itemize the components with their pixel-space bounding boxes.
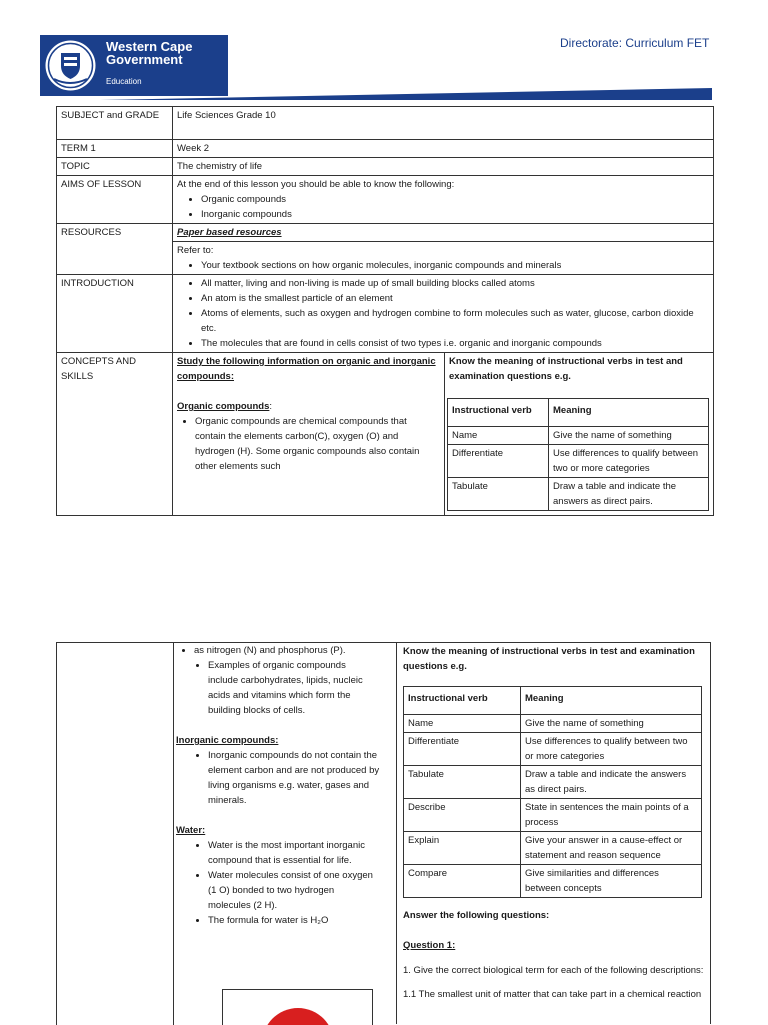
term-label: TERM 1 — [57, 140, 173, 158]
verbs-table — [403, 686, 702, 898]
table-row — [57, 107, 714, 140]
meaning-cell: State in sentences the main points of a process — [521, 799, 702, 832]
meaning-cell: Give your answer in a cause-effect or statement and reason sequence — [521, 832, 702, 865]
list-item: • Organic compounds — [201, 192, 709, 207]
table-row — [57, 224, 714, 242]
spacer — [176, 808, 392, 823]
table-row — [57, 275, 714, 353]
list-item: • Inorganic compounds — [201, 207, 709, 222]
topic-label: TOPIC — [57, 158, 173, 176]
verbs-heading: Know the meaning of instructional verbs in test and examination questions e.g. — [403, 646, 695, 672]
meaning-cell: Give the name of something — [549, 427, 709, 445]
meaning-cell: Give the name of something — [521, 715, 702, 733]
question-heading: Question 1: — [403, 940, 456, 951]
examples-list — [176, 658, 392, 718]
verb-header: Instructional verb — [404, 687, 521, 715]
lesson-table — [56, 106, 714, 516]
table-row — [57, 176, 714, 224]
table-row — [57, 353, 714, 516]
table-row — [404, 865, 702, 898]
refer-list — [177, 258, 709, 273]
meaning-cell: Use differences to qualify between two or more categories — [521, 733, 702, 766]
water-molecule-figure — [222, 989, 373, 1025]
aims-intro: At the end of this lesson you should be able to know the following: — [177, 179, 455, 190]
intro-label: INTRODUCTION — [57, 275, 173, 353]
list-item: • Your textbook sections on how organic molecules, inorganic compounds and minerals — [201, 258, 709, 273]
table-row — [448, 445, 709, 478]
coat-of-arms-icon — [44, 39, 97, 92]
list-item: • Organic compounds are chemical compounds that contain the elements carbon(C), oxygen (O) and hydrogen (H). Some organic compounds also contain other elements such — [195, 414, 440, 474]
water-list — [176, 838, 392, 928]
resources-heading: Paper based resources — [173, 224, 714, 242]
organic-list — [177, 414, 440, 474]
aims-cell — [173, 176, 714, 224]
list-item: • Inorganic compounds do not contain the element carbon and are not produced by living organisms e.g. water, gases and minerals. — [208, 748, 392, 808]
page2-left-column — [172, 642, 397, 1024]
verb-cell: Describe — [404, 799, 521, 832]
inorganic-list — [176, 748, 392, 808]
table-row — [57, 158, 714, 176]
table-row — [404, 766, 702, 799]
directorate-title: Directorate: Curriculum FET — [560, 36, 710, 50]
verb-cell: Compare — [404, 865, 521, 898]
list-item: • Water molecules consist of one oxygen (1 O) bonded to two hydrogen molecules (2 H). — [208, 868, 374, 913]
meaning-cell: Give similarities and differences between concepts — [521, 865, 702, 898]
organic-heading: Organic compounds — [177, 401, 270, 412]
list-item: • Examples of organic compounds include carbohydrates, lipids, nucleic acids and vitamins which form the building blocks of cells. — [208, 658, 374, 718]
resources-label: RESOURCES — [57, 224, 173, 275]
list-item: • as nitrogen (N) and phosphorus (P). — [194, 643, 392, 658]
table-row — [57, 140, 714, 158]
subject-label: SUBJECT and GRADE — [57, 107, 173, 140]
org-subtitle: Education — [106, 77, 142, 86]
meaning-header: Meaning — [549, 399, 709, 427]
refer-cell — [173, 242, 714, 275]
verb-cell: Tabulate — [404, 766, 521, 799]
question-1-1: 1.1 The smallest unit of matter that can take part in a chemical reaction — [403, 989, 702, 1000]
water-heading: Water: — [176, 825, 206, 836]
table-row — [404, 715, 702, 733]
list-item: • The formula for water is H₂O — [208, 913, 374, 928]
aims-label: AIMS OF LESSON — [57, 176, 173, 224]
verb-cell: Name — [448, 427, 549, 445]
list-item: • An atom is the smallest particle of an element — [201, 291, 709, 306]
refer-to: Refer to: — [177, 245, 214, 256]
table-row — [404, 733, 702, 766]
spacer — [176, 718, 392, 733]
verbs-cell — [445, 353, 714, 516]
organic-colon: : — [269, 401, 273, 412]
verb-cell: Differentiate — [404, 733, 521, 766]
verb-cell: Differentiate — [448, 445, 549, 478]
org-name-line1: Western Cape — [106, 39, 193, 54]
table-row — [448, 427, 709, 445]
table-row — [404, 799, 702, 832]
oxygen-atom-icon — [263, 1006, 333, 1025]
list-item: • All matter, living and non-living is made up of small building blocks called atoms — [201, 276, 709, 291]
meaning-header: Meaning — [521, 687, 702, 715]
verbs-heading: Know the meaning of instructional verbs in test and examination questions e.g. — [449, 356, 683, 382]
meaning-cell: Draw a table and indicate the answers as direct pairs. — [521, 766, 702, 799]
list-item: • Water is the most important inorganic compound that is essential for life. — [208, 838, 374, 868]
verb-cell: Tabulate — [448, 478, 549, 511]
list-item: • Atoms of elements, such as oxygen and hydrogen combine to form molecules such as water, glucose, carbon dioxide etc. — [201, 306, 709, 336]
table-row — [448, 399, 709, 427]
topic-value: The chemistry of life — [173, 158, 714, 176]
verbs-table — [447, 398, 709, 511]
study-heading: Study the following information on organic and inorganic compounds: — [177, 356, 436, 382]
continued-list — [176, 643, 392, 658]
question-1-text: 1. Give the correct biological term for each of the following descriptions: — [403, 965, 704, 976]
aims-list — [177, 192, 709, 222]
answer-heading: Answer the following questions: — [403, 910, 550, 921]
table-row — [448, 478, 709, 511]
page2-label-column — [56, 642, 174, 1025]
concepts-label: CONCEPTS AND SKILLS — [57, 353, 173, 516]
table-row — [404, 832, 702, 865]
verb-cell: Name — [404, 715, 521, 733]
list-item: • The molecules that are found in cells consist of two types i.e. organic and inorganic compounds — [201, 336, 709, 351]
spacer — [177, 384, 440, 399]
meaning-cell: Use differences to qualify between two or more categories — [549, 445, 709, 478]
meaning-cell: Draw a table and indicate the answers as direct pairs. — [549, 478, 709, 511]
page2-right-column — [397, 642, 711, 1024]
org-name-line2: Government — [106, 52, 183, 67]
verb-header: Instructional verb — [448, 399, 549, 427]
intro-cell — [173, 275, 714, 353]
concepts-left-cell — [173, 353, 445, 516]
term-value: Week 2 — [173, 140, 714, 158]
verb-cell: Explain — [404, 832, 521, 865]
subject-value: Life Sciences Grade 10 — [173, 107, 714, 140]
inorganic-heading: Inorganic compounds: — [176, 735, 279, 746]
organic-heading-line — [177, 399, 440, 414]
table-row — [404, 687, 702, 715]
intro-list — [177, 276, 709, 351]
